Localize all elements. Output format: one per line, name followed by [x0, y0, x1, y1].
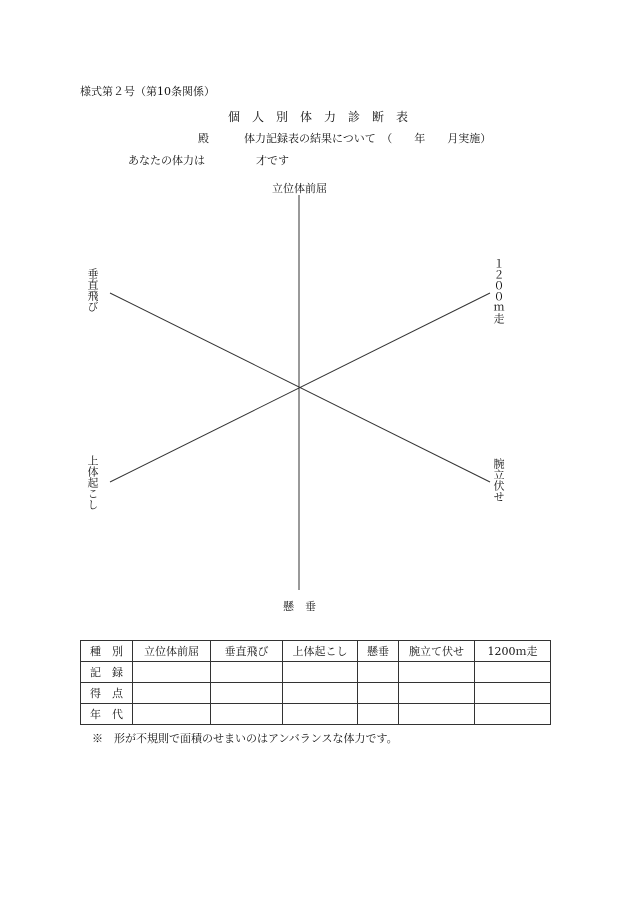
record-table — [80, 640, 551, 725]
axis-label-top: 立位体前屈 — [272, 182, 327, 195]
header-cell: 1200ｍ走 — [475, 641, 551, 662]
table-row — [81, 704, 551, 725]
cell[interactable] — [475, 662, 551, 683]
row-label: 記 録 — [81, 662, 133, 683]
form-number: 様式第２号（第10条関係） — [80, 85, 215, 98]
cell[interactable] — [358, 683, 399, 704]
footnote: ※ 形が不規則で面積のせまいのはアンバランスな体力です。 — [92, 732, 398, 745]
cell[interactable] — [211, 704, 283, 725]
table-header-row — [81, 641, 551, 662]
age-prefix: あなたの体力は — [128, 154, 205, 167]
header-cell: 腕立て伏せ — [399, 641, 475, 662]
row-label: 年 代 — [81, 704, 133, 725]
axis-label-bottom-right: 腕立伏せ — [492, 458, 505, 502]
header-cell: 種 別 — [81, 641, 133, 662]
table-row — [81, 662, 551, 683]
age-suffix: 才です — [256, 154, 289, 167]
subtitle: 体力記録表の結果について （ 年 月実施） — [244, 132, 492, 145]
cell[interactable] — [399, 683, 475, 704]
cell[interactable] — [283, 704, 358, 725]
header-cell: 懸垂 — [358, 641, 399, 662]
honorific: 殿 — [198, 132, 209, 145]
axis-label-bottom-left: 上体起こし — [86, 455, 99, 510]
row-label: 得 点 — [81, 683, 133, 704]
cell[interactable] — [133, 704, 211, 725]
cell[interactable] — [211, 662, 283, 683]
cell[interactable] — [211, 683, 283, 704]
cell[interactable] — [283, 662, 358, 683]
axis-label-top-left: 垂直飛び — [86, 268, 99, 312]
axis-label-bottom: 懸 垂 — [283, 600, 316, 613]
table-row — [81, 683, 551, 704]
header-cell: 垂直飛び — [211, 641, 283, 662]
cell[interactable] — [358, 704, 399, 725]
document-title: 個 人 別 体 力 診 断 表 — [228, 110, 409, 124]
cell[interactable] — [475, 683, 551, 704]
cell[interactable] — [475, 704, 551, 725]
header-cell: 上体起こし — [283, 641, 358, 662]
cell[interactable] — [283, 683, 358, 704]
cell[interactable] — [358, 662, 399, 683]
header-cell: 立位体前屈 — [133, 641, 211, 662]
cell[interactable] — [399, 662, 475, 683]
axis-label-top-right: １２００ｍ走 — [492, 258, 505, 324]
cell[interactable] — [133, 662, 211, 683]
cell[interactable] — [133, 683, 211, 704]
cell[interactable] — [399, 704, 475, 725]
